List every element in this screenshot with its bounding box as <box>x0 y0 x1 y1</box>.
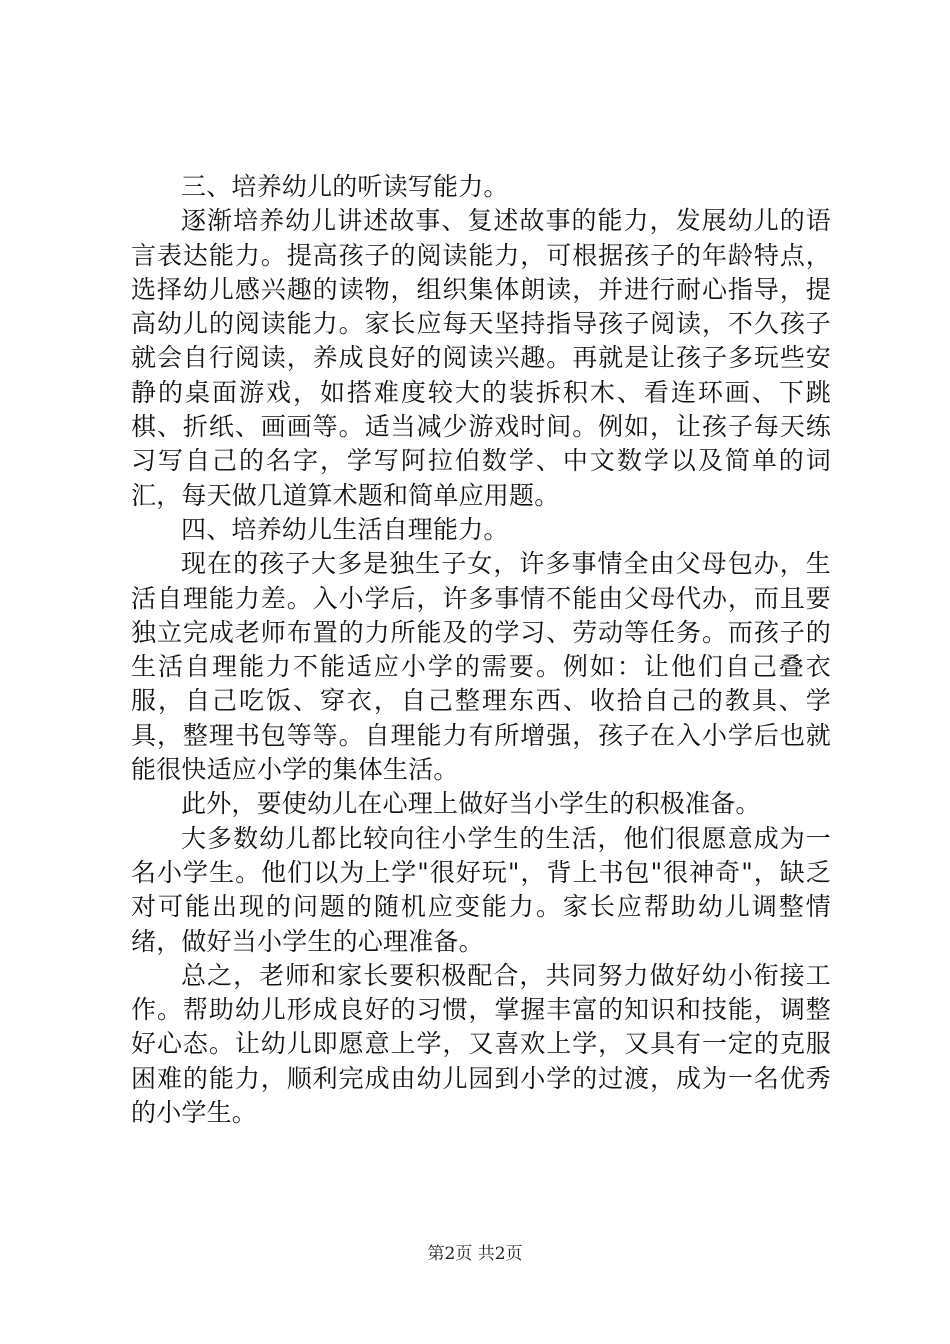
paragraph-psychological-prep: 此外，要使幼儿在心理上做好当小学生的积极准备。 <box>181 789 761 819</box>
section-heading-3: 三、培养幼儿的听读写能力。 <box>181 172 509 201</box>
paragraph-self-care: 现在的孩子大多是独生子女，许多事情全由父母包办，生活自理能力差。入小学后，许多事情不能由父母代办，而且要独立完成老师布置的力所能及的学习、劳动等任务。而孩子的生活自理能力不能适应小学的需要。例如：让他们自己叠衣服，自己吃饭、穿衣，自己整理东西、收拾自己的教具、学具，整理书包等等。自理能力有所增强，孩子在入小学后也就能很快适应小学的集体生活。 <box>131 549 831 785</box>
section-heading-4: 四、培养幼儿生活自理能力。 <box>181 514 509 544</box>
paragraph-reading-ability: 逐渐培养幼儿讲述故事、复述故事的能力，发展幼儿的语言表达能力。提高孩子的阅读能力，可根据孩子的年龄特点，选择幼儿感兴趣的读物，组织集体朗读，并进行耐心指导，提高幼儿的阅读能力。家长应每天坚持指导孩子阅读，不久孩子就会自行阅读，养成良好的阅读兴趣。再就是让孩子多玩些安静的桌面游戏，如搭难度较大的装拆积木、看连环画、下跳棋、折纸、画画等。适当减少游戏时间。例如，让孩子每天练习写自己的名字，学写阿拉伯数学、中文数学以及简单的词汇，每天做几道算术题和简单应用题。 <box>131 206 831 510</box>
document-body <box>131 170 831 1130</box>
page-number-footer: 第2页 共2页 <box>427 1244 523 1264</box>
paragraph-student-life: 大多数幼儿都比较向往小学生的生活，他们很愿意成为一名小学生。他们以为上学"很好玩"，背上书包"很神奇"，缺乏对可能出现的问题的随机应变能力。家长应帮助幼儿调整情绪，做好当小学生的心理准备。 <box>131 823 831 956</box>
paragraph-conclusion: 总之，老师和家长要积极配合，共同努力做好幼小衔接工作。帮助幼儿形成良好的习惯，掌握丰富的知识和技能，调整好心态。让幼儿即愿意上学，又喜欢上学，又具有一定的克服困难的能力，顺利完成由幼儿园到小学的过渡，成为一名优秀的小学生。 <box>131 960 831 1128</box>
